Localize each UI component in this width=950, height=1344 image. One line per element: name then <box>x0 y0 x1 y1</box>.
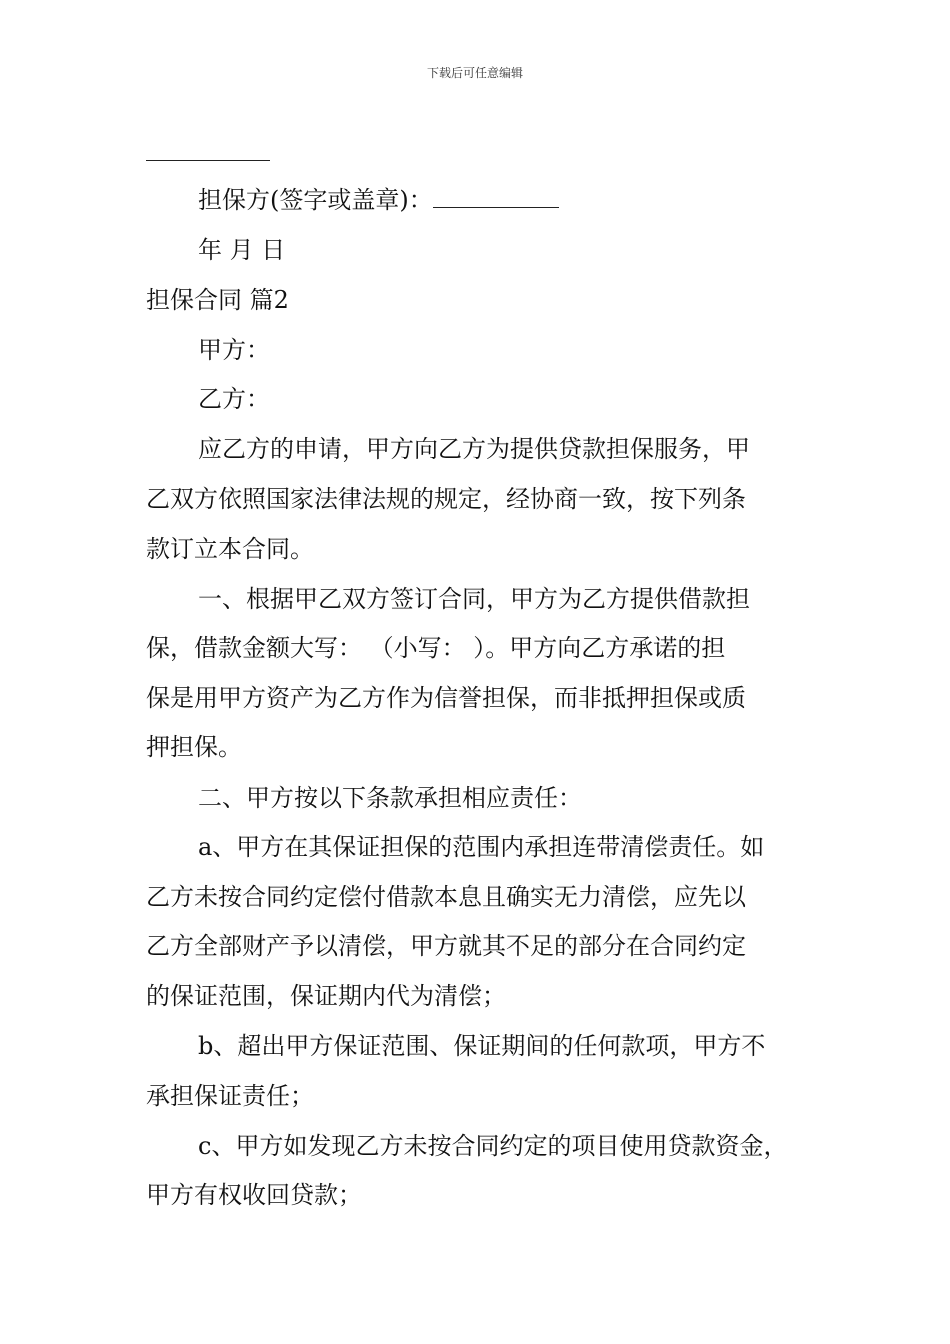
guarantor-label: 担保方(签字或盖章)： <box>198 186 433 214</box>
party-b-label: 乙方： <box>198 385 270 413</box>
paragraph-line: a、甲方在其保证担保的范围内承担连带清偿责任。如 <box>198 833 765 861</box>
paragraph-line: 甲方有权收回贷款； <box>146 1181 362 1209</box>
paragraph-line: 乙双方依照国家法律法规的规定，经协商一致，按下列条 <box>146 485 746 513</box>
paragraph-line: b、超出甲方保证范围、保证期间的任何款项，甲方不 <box>198 1032 766 1060</box>
party-a-label: 甲方： <box>198 336 270 364</box>
paragraph-line: 乙方未按合同约定偿付借款本息且确实无力清偿，应先以 <box>146 883 746 911</box>
paragraph-line: 的保证范围，保证期内代为清偿； <box>146 982 506 1010</box>
paragraph-line: 保，借款金额大写： （小写： ）。甲方向乙方承诺的担 <box>146 634 726 662</box>
paragraph-line: 款订立本合同。 <box>146 535 314 563</box>
guarantor-signature-line <box>198 184 950 216</box>
paragraph-line: 应乙方的申请，甲方向乙方为提供贷款担保服务，甲 <box>198 435 750 463</box>
paragraph-line: 押担保。 <box>146 733 242 761</box>
date-line: 年 月 日 <box>198 236 286 264</box>
section-title: 担保合同 篇2 <box>146 286 289 314</box>
paragraph-line: c、甲方如发现乙方未按合同约定的项目使用贷款资金， <box>198 1132 788 1160</box>
paragraph-line: 承担保证责任； <box>146 1082 314 1110</box>
paragraph-line: 乙方全部财产予以清偿，甲方就其不足的部分在合同约定 <box>146 932 746 960</box>
paragraph-line: 一、根据甲乙双方签订合同，甲方为乙方提供借款担 <box>198 585 750 613</box>
signature-blank-line <box>146 160 270 161</box>
paragraph-line: 保是用甲方资产为乙方作为信誉担保，而非抵押担保或质 <box>146 684 746 712</box>
paragraph-line: 二、甲方按以下条款承担相应责任： <box>198 784 582 812</box>
page-header-note: 下载后可任意编辑 <box>426 66 523 80</box>
guarantor-signature-blank <box>433 187 559 208</box>
